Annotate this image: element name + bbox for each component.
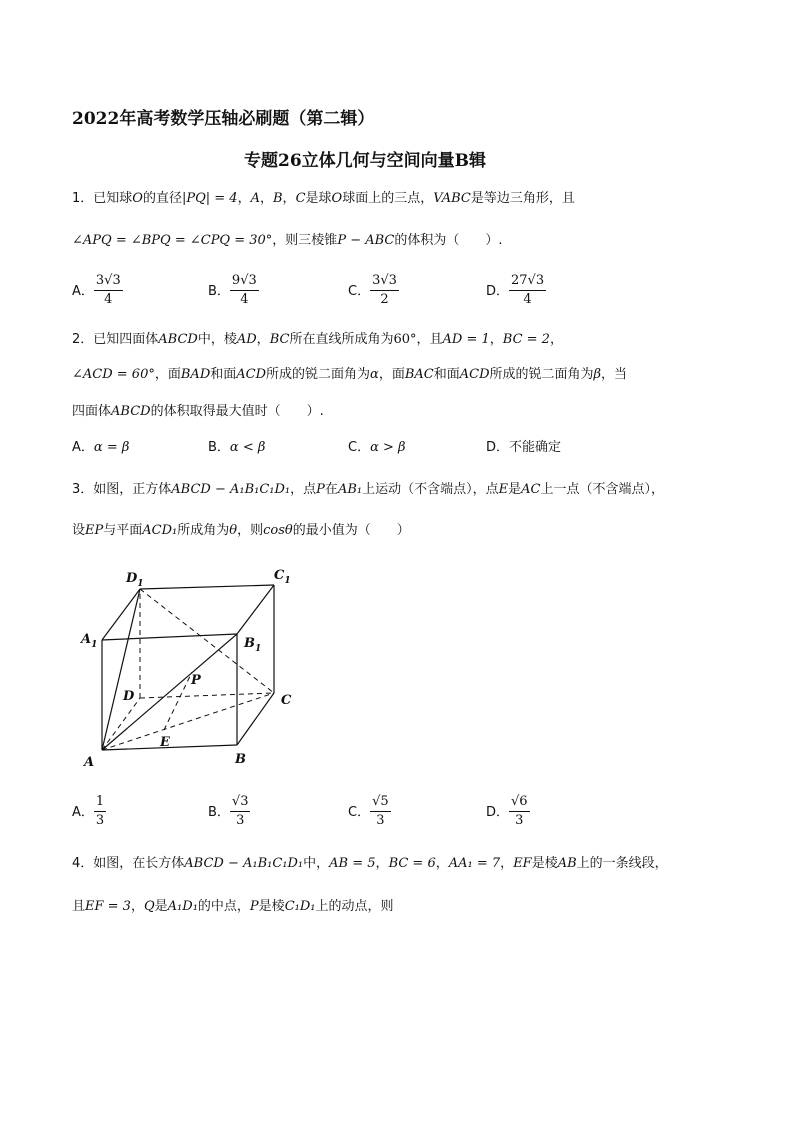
cube-figure [78,562,308,774]
q2-option-a[interactable]: A．α = β [72,440,130,455]
q4-line1: 4．如图，在长方体ABCD − A₁B₁C₁D₁中，AB = 5，BC = 6，AA₁ = 7，EF是棱AB上的一条线段， [72,856,668,871]
q2-option-b[interactable]: B．α < β [208,440,266,455]
q3-option-b[interactable]: B． $\frac{√3}{3}$ [208,794,249,828]
label-d1: $D_1$ [126,571,144,589]
label-d: D [123,689,135,704]
edge-a1-b1 [102,634,237,640]
q2-option-c[interactable]: C．α > β [348,440,406,455]
topic-title: 专题26立体几何与空间向量B辑 [244,151,487,171]
label-a: A [84,755,95,770]
label-e: E [160,735,170,750]
q3-options [72,793,592,839]
q1-options [72,272,592,318]
q3-option-a[interactable]: A． $\frac{1}{3}$ [72,794,105,828]
q1-option-d[interactable]: D． $\frac{27√3}{4}$ [486,273,545,307]
q3-option-d[interactable]: D． $\frac{√6}{3}$ [486,794,528,828]
segment-a-d1 [102,589,140,750]
q3-line2: 设EP与平面ACD₁所成角为θ，则cosθ的最小值为（ ） [72,523,410,538]
q1-option-b[interactable]: B． $\frac{9√3}{4}$ [208,273,257,307]
q3-line1: 3．如图，正方体ABCD − A₁B₁C₁D₁，点P在AB₁上运动（不含端点），点E是AC上一点（不含端点）， [72,482,664,497]
q1-option-a[interactable]: A． $\frac{3√3}{4}$ [72,273,121,307]
label-b1: $B_1$ [244,636,262,654]
q1-line1: 1．已知球O的直径|PQ| = 4，A，B，C是球O球面上的三点，VABC是等边三角形，且 [72,191,575,206]
label-c1: $C_1$ [274,568,291,586]
paper-title: 2022年高考数学压轴必刷题（第二辑） [72,109,375,129]
hidden-edge-d-c [140,693,274,698]
q2-line3: 四面体ABCD的体积取得最大值时（ ）. [72,404,324,419]
q2-line2: ∠ACD = 60°，面BAD和面ACD所成的锐二面角为α，面BAC和面ACD所成的锐二面角为β，当 [72,367,628,382]
label-p: P [191,673,201,688]
q2-option-d[interactable]: D．不能确定 [486,440,562,455]
q3-option-c[interactable]: C． $\frac{√5}{3}$ [348,794,389,828]
q1-option-c[interactable]: C． $\frac{3√3}{2}$ [348,273,397,307]
label-c: C [281,693,292,708]
edge-b1-c1 [237,585,274,634]
q2-line1: 2．已知四面体ABCD中，棱AD，BC所在直线所成角为60°，且AD = 1，BC = 2， [72,332,563,347]
q1-line2: ∠APQ = ∠BPQ = ∠CPQ = 30°，则三棱锥P − ABC的体积为（ ）. [72,233,503,248]
q2-options [72,439,592,459]
label-b: B [235,752,246,767]
label-a1: $A_1$ [81,632,98,650]
q4-line2: 且EF = 3，Q是A₁D₁的中点，P是棱C₁D₁上的动点，则 [72,899,394,914]
edge-b-c [237,693,274,745]
edge-d1-c1 [140,585,274,589]
